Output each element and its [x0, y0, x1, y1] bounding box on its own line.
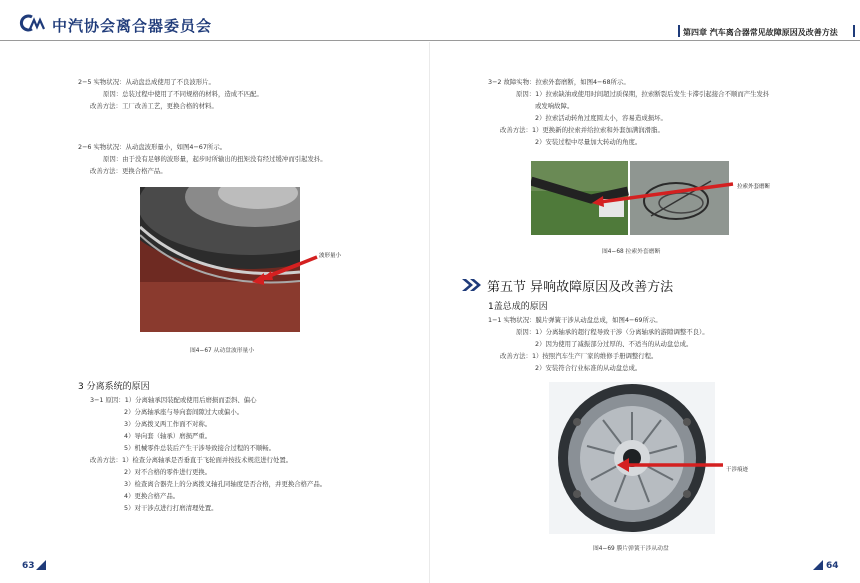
fig68-arrow [590, 180, 735, 210]
text-3-1-line-7: 3）检查离合器壳上的分离拨叉轴孔同轴度是否合格，并更换合格产品。 [124, 480, 327, 488]
text-3-1-line-5: 改善方法：1）检查分离轴承是否垂直于飞轮面并按技术规范进行处置。 [90, 456, 293, 464]
section-chevron-icon [462, 279, 482, 291]
text-2-5-fix: 改善方法：工厂改善工艺，更换合格的材料。 [90, 102, 218, 110]
fig68-caption: 图4−68 拉索外套磨断 [602, 249, 661, 255]
text-2-5-cause: 原因：总装过程中使用了不同规格的材料，造成不匹配。 [103, 90, 263, 98]
fig69-arrow [615, 455, 725, 475]
fig69-caption: 图4−69 膜片弹簧干涉从动盘 [593, 546, 669, 552]
text-2-6-fix: 改善方法：更换合格产品。 [90, 167, 167, 175]
text-2-6-cause: 原因：由于没有足够的波形量，起步时所输出的扭矩没有经过缓冲而引起发抖。 [103, 155, 327, 163]
text-3-1-line-0: 3−1 原因：1）分离轴承因装配或使用后磨损而歪斜、偏心 [90, 396, 257, 404]
chapter-bar-right [853, 25, 855, 37]
chapter-title: 第四章 汽车离合器常见故障原因及改善方法 [683, 28, 838, 37]
text-1-1-line-3: 改善方法：1）按照汽车生产厂家的维修手册调整行程。 [500, 352, 658, 360]
text-1-1-line-1: 原因：1）分离轴承的超行程导致干涉（分离轴承的游隙调整不良）。 [516, 328, 709, 336]
logo-text: 中汽协会离合器委员会 [52, 17, 213, 35]
text-3-1-line-6: 2）对不合格的零件进行更换。 [124, 468, 212, 476]
text-3-1-line-8: 4）更换合格产品。 [124, 492, 180, 500]
section-5-title: 第五节 异响故障原因及改善方法 [487, 280, 674, 295]
text-3-2-line-1: 原因：1）拉索缺油或使用时间超过质保期，拉索断裂后发生卡滞引起接合不顺而产生发抖 [516, 90, 770, 98]
text-2-6-status: 2−6 实物状况：从动盘波形量小，如图4−67所示。 [78, 143, 227, 151]
text-3-2-line-5: 2）安装过程中尽量加大转动的角度。 [535, 138, 642, 146]
text-3-1-line-3: 4）导向套（轴承）磨损严重。 [124, 432, 212, 440]
fig69-callout: 干涉痕迹 [726, 467, 749, 473]
text-2-5-status: 2−5 实物状况：从动盘总成使用了不良波形片。 [78, 78, 215, 86]
logo-icon [18, 14, 46, 32]
subsection-1-title: 1盖总成的原因 [488, 302, 548, 312]
fig68-callout: 拉索外套磨断 [737, 184, 771, 190]
chapter-bar [678, 25, 680, 37]
page-number-left: 63 [22, 561, 35, 571]
page-number-right: 64 [826, 561, 839, 571]
text-3-1-line-2: 3）分离拨叉两工作面不对称。 [124, 420, 212, 428]
page-gutter [429, 42, 430, 583]
section-3-title: 3 分离系统的原因 [78, 382, 150, 392]
fig67-arrow [259, 253, 319, 283]
header-divider [0, 40, 860, 41]
fig67-callout: 波形量小 [319, 253, 342, 259]
page-marker-left-icon [36, 560, 46, 570]
page-marker-right-icon [813, 560, 823, 570]
text-3-1-line-1: 2）分离轴承座与导向套间隙过大或偏小。 [124, 408, 244, 416]
text-3-2-line-4: 改善方法：1）更换新的拉索并给拉索和外套加满润滑脂。 [500, 126, 664, 134]
text-3-2-line-0: 3−2 故障实物：拉索外套磨断，如图4−68所示。 [488, 78, 630, 86]
text-3-1-line-4: 5）机械零件总装后产生干涉导致接合过程的不顺畅。 [124, 444, 276, 452]
text-1-1-line-4: 2）安装符合行业标准的从动盘总成。 [535, 364, 642, 372]
text-3-2-line-2: 或发响故障。 [535, 102, 574, 110]
text-1-1-line-2: 2）因为使用了减振部分过厚的、不适当的从动盘总成。 [535, 340, 693, 348]
text-3-2-line-3: 2）拉索活动转角过度圆太小，容易造成损坏。 [535, 114, 667, 122]
fig67-caption: 图4−67 从动盘波形量小 [190, 348, 255, 354]
text-3-1-line-9: 5）对干涉点进行打磨清理处置。 [124, 504, 218, 512]
text-1-1-line-0: 1−1 实物状况：膜片弹簧干涉从动盘总成，如图4−69所示。 [488, 316, 662, 324]
